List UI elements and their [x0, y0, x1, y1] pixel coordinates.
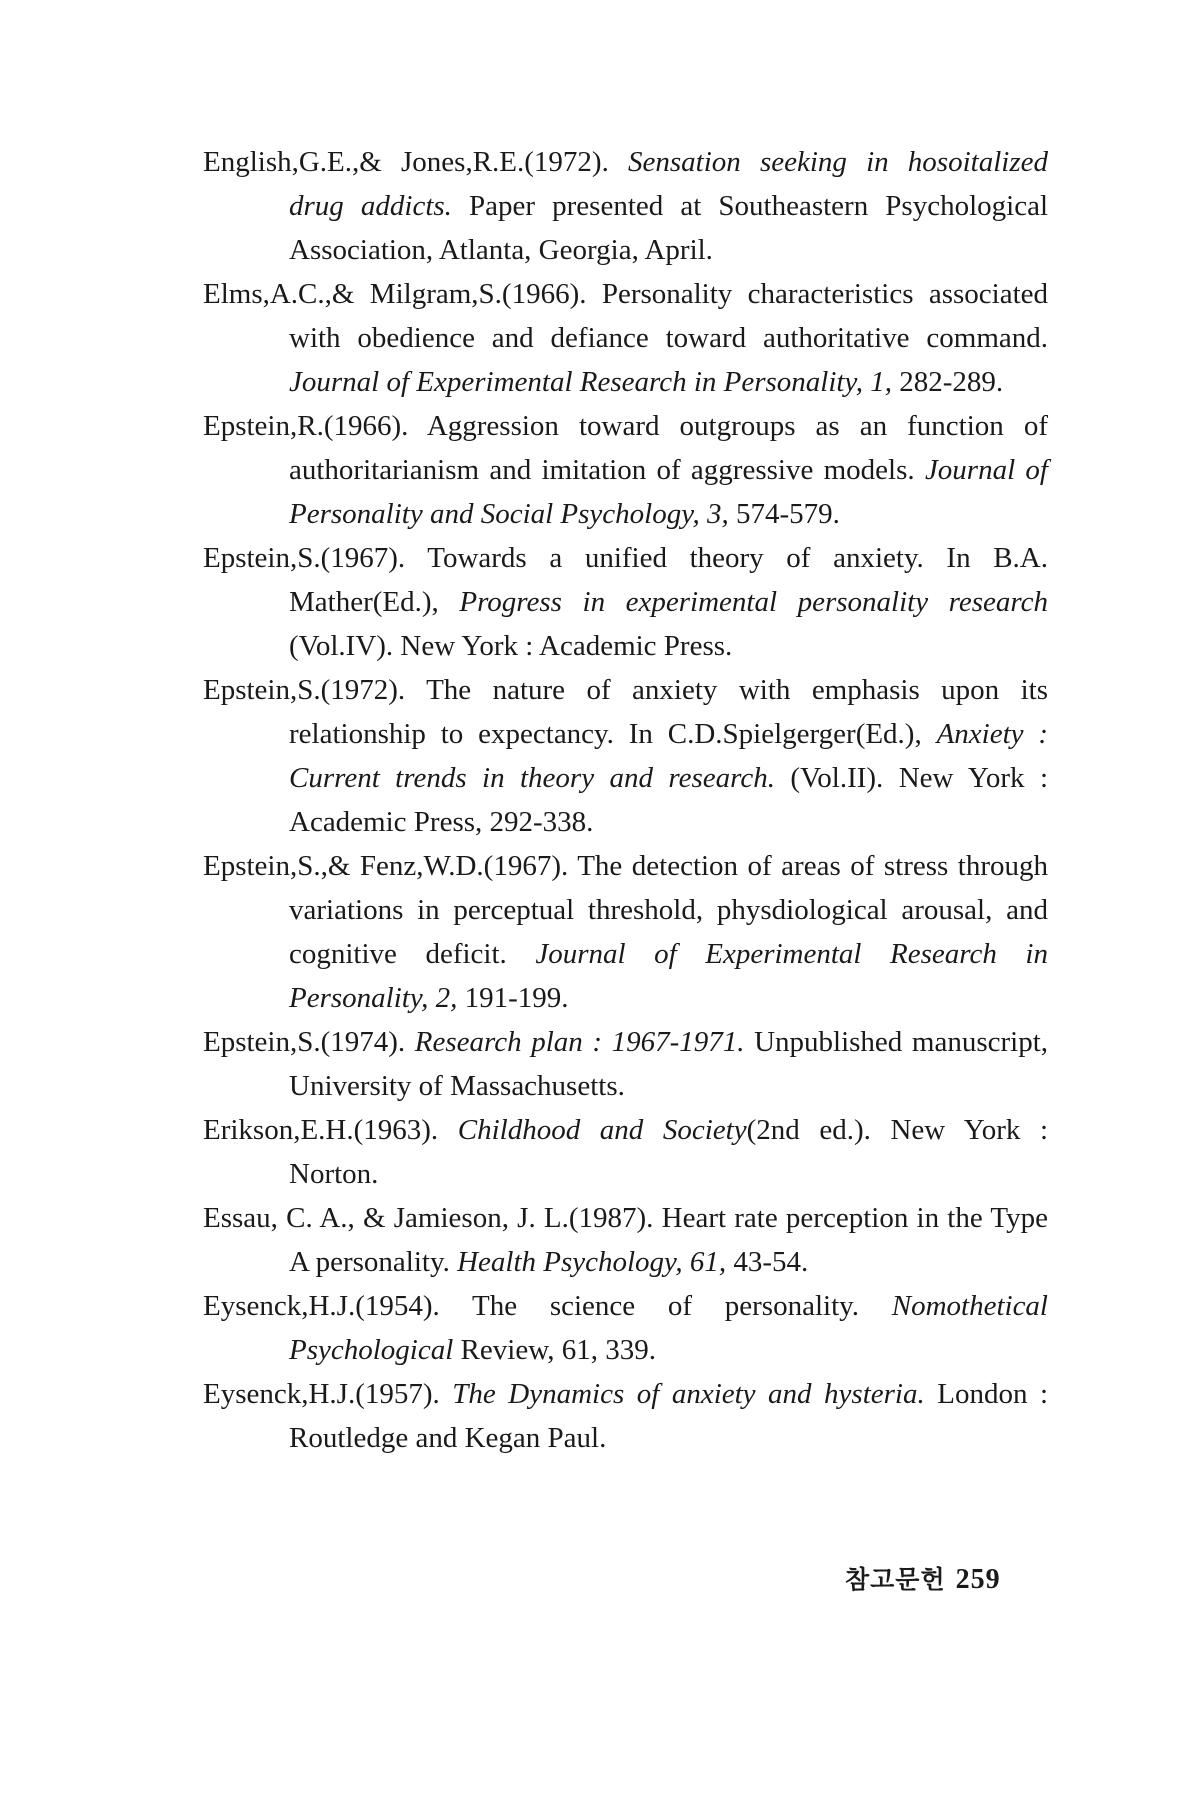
- reference-text: Epstein,S.(1972). The nature of anxiety with emphasis upon its relationship to expectancy. In C.D.Spielgerger(Ed.),: [203, 674, 1048, 750]
- reference-text: Epstein,R.(1966). Aggression toward outgroups as an function of authoritarianism and imitation of aggressive models.: [203, 410, 1048, 486]
- reference-entry: [203, 844, 1048, 1020]
- reference-text: London : Routledge and Kegan Paul.: [289, 1378, 1049, 1454]
- reference-title: Journal of Experimental Research in Personality, 1,: [289, 366, 892, 398]
- reference-text: Epstein,S.(1974).: [203, 1026, 415, 1058]
- reference-entry: [203, 140, 1048, 272]
- reference-entry: [203, 272, 1048, 404]
- section-title: 참고문헌: [845, 1565, 946, 1594]
- reference-text: Elms,A.C.,& Milgram,S.(1966). Personality characteristics associated with obedience and defiance toward authoritative command.: [203, 278, 1048, 354]
- reference-text: Eysenck,H.J.(1957).: [203, 1378, 453, 1410]
- reference-list: [203, 140, 1048, 1460]
- reference-entry: [203, 1020, 1048, 1108]
- reference-text: 43-54.: [726, 1246, 809, 1278]
- reference-text: Unpublished manuscript, University of Massachusetts.: [289, 1026, 1048, 1102]
- reference-title: Progress in experimental personality research: [459, 586, 1048, 618]
- reference-text: 282-289.: [891, 366, 1004, 398]
- reference-title: Research plan : 1967-1971.: [414, 1026, 745, 1058]
- reference-title: Journal of Personality and Social Psychology, 3,: [289, 454, 1048, 530]
- reference-entry: [203, 1108, 1048, 1196]
- page-number: 259: [955, 1564, 1001, 1595]
- reference-text: 191-199.: [457, 982, 569, 1014]
- reference-text: Erikson,E.H.(1963).: [203, 1114, 458, 1146]
- reference-text: Essau, C. A., & Jamieson, J. L.(1987). Heart rate perception in the Type A personality.: [203, 1202, 1048, 1278]
- page-footer: [845, 1560, 1001, 1600]
- reference-title: Health Psychology, 61,: [457, 1246, 727, 1278]
- reference-entry: [203, 1284, 1048, 1372]
- reference-text: Epstein,S.(1967). Towards a unified theory of anxiety. In B.A. Mather(Ed.),: [203, 542, 1048, 618]
- reference-text: Eysenck,H.J.(1954). The science of personality.: [203, 1290, 892, 1322]
- reference-text: (Vol.IV). New York : Academic Press.: [289, 630, 733, 662]
- reference-entry: [203, 1372, 1048, 1460]
- reference-text: Paper presented at Southeastern Psychological Association, Atlanta, Georgia, April.: [289, 190, 1049, 266]
- reference-text: (Vol.II). New York : Academic Press, 292-338.: [289, 762, 1048, 838]
- reference-title: Childhood and Society: [457, 1114, 747, 1146]
- reference-title: Anxiety : Current trends in theory and research.: [289, 718, 1048, 794]
- reference-title: Journal of Experimental Research in Personality, 2,: [289, 938, 1048, 1014]
- reference-text: Review, 61, 339.: [453, 1334, 656, 1366]
- reference-entry: [203, 536, 1048, 668]
- reference-entry: [203, 404, 1048, 536]
- reference-title: The Dynamics of anxiety and hysteria.: [452, 1378, 925, 1410]
- reference-text: Epstein,S.,& Fenz,W.D.(1967). The detection of areas of stress through variations in perceptual threshold, physdiological arousal, and cognitive deficit.: [203, 850, 1048, 970]
- reference-entry: [203, 668, 1048, 844]
- reference-text: English,G.E.,& Jones,R.E.(1972).: [203, 146, 628, 178]
- reference-title: Nomothetical Psychological: [289, 1290, 1048, 1366]
- reference-text: 574-579.: [728, 498, 840, 530]
- reference-entry: [203, 1196, 1048, 1284]
- reference-title: Sensation seeking in hosoitalized drug addicts.: [289, 146, 1048, 222]
- reference-text: (2nd ed.). New York : Norton.: [289, 1114, 1049, 1190]
